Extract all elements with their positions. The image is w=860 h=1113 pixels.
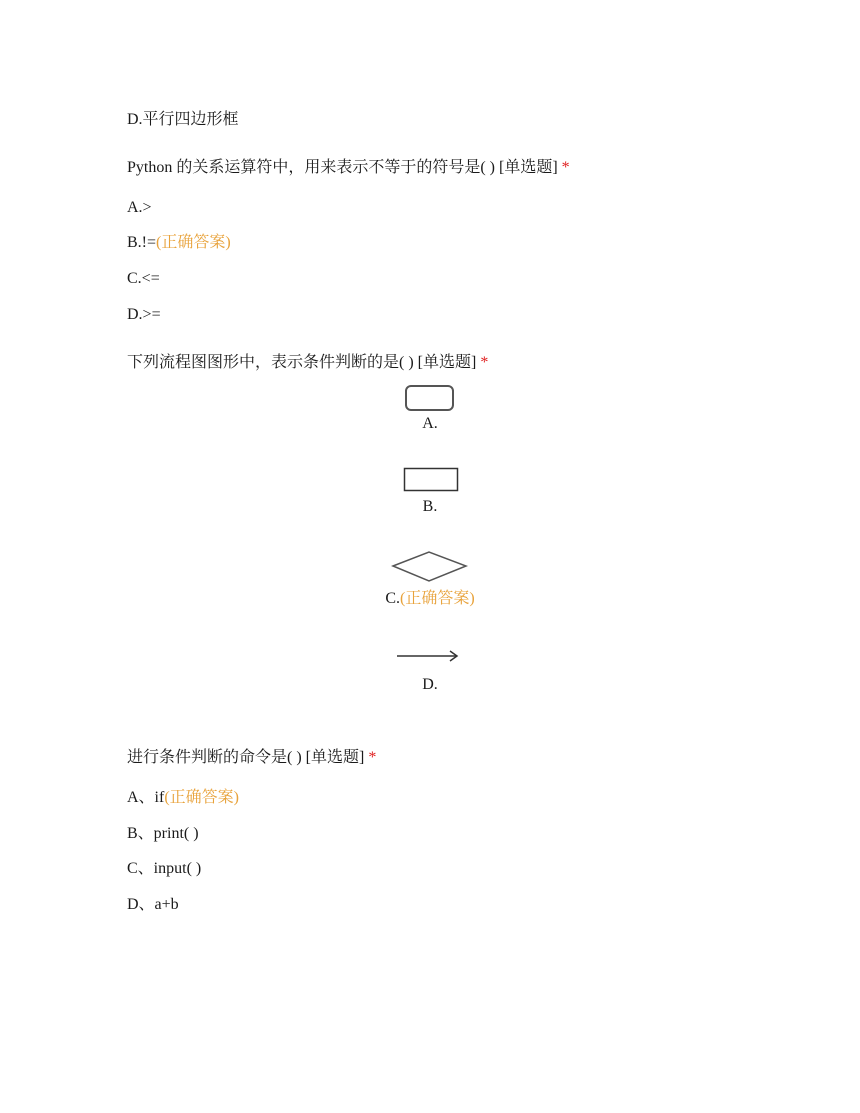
question-text: 进行条件判断的命令是( ) [单选题] [127,749,369,766]
q3-question [127,748,376,768]
option-label: D. [422,676,438,693]
option-label: B、print( ) [127,825,199,842]
q3-option-c [127,859,201,879]
option-label: C.<= [127,270,160,287]
q2-option-b [0,497,860,517]
arrow-icon [395,648,461,664]
q3-option-d [127,895,179,915]
q1-option-b [127,233,231,253]
option-label: A. [422,415,438,432]
q2-option-a [0,414,860,434]
q3-option-a [127,788,239,808]
q0-option-d [127,110,239,130]
q1-question [127,158,570,178]
option-label: B. [422,498,438,515]
option-label: D.平行四边形框 [127,111,239,128]
q1-option-c [127,269,160,289]
option-label: D.>= [127,306,161,323]
diamond-icon [391,550,469,584]
question-text: Python 的关系运算符中，用来表示不等于的符号是( ) [单选题] [127,159,562,176]
required-mark: * [561,159,570,176]
q2-question [127,353,488,373]
option-label: A、if [127,789,165,806]
question-text: 下列流程图图形中，表示条件判断的是( ) [单选题] [127,354,481,371]
q3-option-b [127,824,199,844]
option-label: B.!= [127,234,157,251]
rounded-rectangle-icon [404,384,456,412]
required-mark: * [368,749,377,766]
correct-answer-tag: (正确答案) [164,789,240,806]
option-label: D、a+b [127,896,179,913]
option-label: A.> [127,199,152,216]
rectangle-icon [403,467,459,493]
q2-option-d [0,675,860,695]
correct-answer-tag: (正确答案) [400,590,475,607]
correct-answer-tag: (正确答案) [156,234,231,251]
q1-option-a [127,198,152,218]
option-label: C、input( ) [127,860,202,877]
required-mark: * [480,354,489,371]
q1-option-d [127,305,161,325]
q2-option-c [0,589,860,609]
option-label: C. [385,590,400,607]
